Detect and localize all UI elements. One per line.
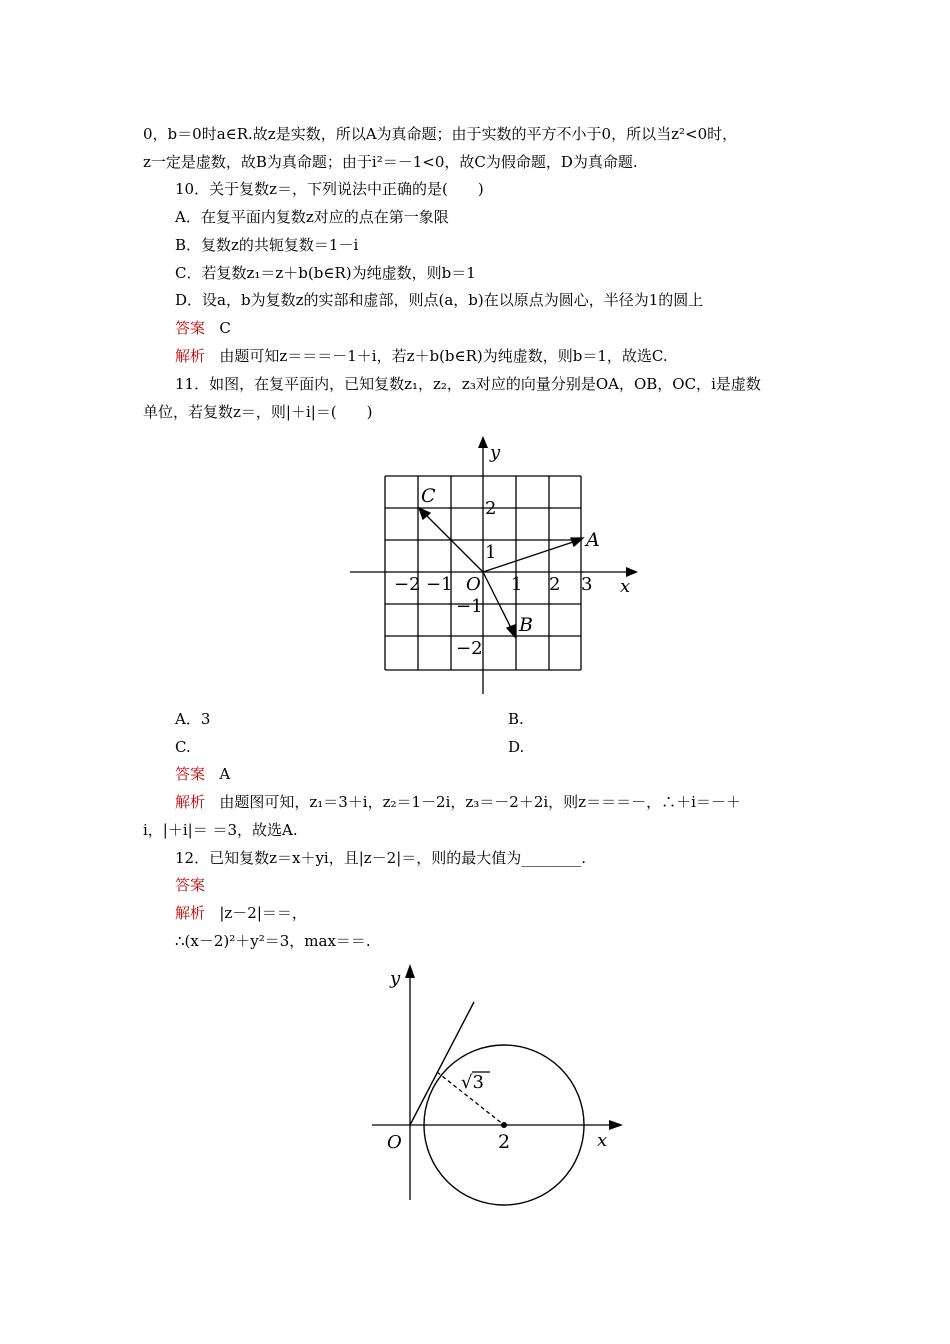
q9-line-1: 0，b＝0时a∈R.故z是实数，所以A为真命题；由于实数的平方不小于0，所以当z²<0时， — [143, 125, 738, 143]
q11-analysis-2: i，|＋i|＝ ＝3，故选A. — [143, 821, 298, 839]
q11-analysis-1 — [175, 792, 741, 812]
q11-figure — [340, 432, 645, 702]
point-a-label: A — [586, 529, 600, 551]
q10-option-c: C．若复数z₁＝z＋b(b∈R)为纯虚数，则b＝1 — [175, 264, 476, 282]
y-tick-label: 1 — [485, 542, 497, 563]
y-axis-arrow — [478, 436, 488, 448]
q11-option-c: C. — [175, 738, 191, 756]
vector-oa — [483, 540, 579, 572]
q12-analysis-2: ∴(x－2)²＋y²＝3，max＝＝. — [175, 932, 371, 950]
y-axis-arrow — [405, 964, 415, 978]
origin-label: O — [387, 1132, 402, 1153]
q11-option-a: A．3 — [175, 710, 211, 728]
point-c-label: C — [421, 485, 436, 507]
y-tick-label: 2 — [485, 498, 497, 519]
x-tick-label: 1 — [511, 574, 523, 595]
center-label: 2 — [498, 1131, 511, 1153]
q11-answer — [175, 764, 230, 784]
analysis-label: 解析 — [175, 347, 206, 365]
analysis-text: 由题图可知，z₁＝3＋i，z₂＝1－2i，z₃＝－2＋2i，则z＝＝＝－，∴＋i＝－＋ — [219, 793, 741, 811]
x-axis-label: x — [597, 1130, 608, 1151]
x-tick-label: −2 — [394, 574, 421, 595]
analysis-text: 由题可知z＝＝＝－1＋i，若z＋b(b∈R)为纯虚数，则b＝1，故选C. — [219, 347, 668, 365]
q10-option-d: D．设a，b为复数z的实部和虚部，则点(a，b)在以原点为圆心，半径为1的圆上 — [175, 291, 704, 309]
q11-stem-1: 11．如图，在复平面内，已知复数z₁，z₂，z₃对应的向量分别是OA，OB，OC，i是虚数 — [175, 375, 761, 393]
vector-ob — [483, 572, 513, 632]
q12-stem: 12．已知复数z＝x＋yi，且|z－2|＝，则的最大值为________. — [175, 849, 587, 867]
radius-label: √3 — [461, 1072, 484, 1093]
q10-option-b: B．复数z的共轭复数＝1－i — [175, 236, 359, 254]
analysis-label: 解析 — [175, 793, 206, 811]
q11-stem-2: 单位，若复数z＝，则|＋i|＝( ) — [143, 403, 373, 421]
x-tick-label: 3 — [581, 574, 593, 595]
q12-analysis-1 — [175, 903, 307, 923]
q10-answer — [175, 318, 231, 338]
point-b-label: B — [519, 614, 533, 636]
y-axis-label: y — [490, 442, 501, 463]
x-tick-label: −1 — [426, 574, 453, 595]
answer-value: C — [219, 319, 231, 337]
answer-label: 答案 — [175, 876, 206, 894]
x-axis-label: x — [620, 576, 631, 597]
q9-line-2: z一定是虚数，故B为真命题；由于i²＝－1<0，故C为假命题，D为真命题. — [143, 153, 638, 171]
tangent-line — [410, 1002, 474, 1125]
y-tick-label: −2 — [456, 638, 483, 659]
y-tick-label: −1 — [456, 596, 483, 617]
vector-oc — [422, 511, 483, 572]
x-axis-arrow — [609, 1120, 623, 1130]
x-tick-label: 2 — [549, 574, 561, 595]
q10-stem: 10．关于复数z＝，下列说法中正确的是( ) — [175, 180, 484, 198]
q12-figure — [368, 960, 630, 1216]
q10-analysis — [175, 346, 668, 366]
center-point — [501, 1122, 507, 1128]
vector-ob-arrowhead — [507, 625, 515, 637]
answer-label: 答案 — [175, 319, 206, 337]
q11-option-b: B. — [508, 710, 524, 728]
q12-answer — [175, 875, 205, 895]
answer-label: 答案 — [175, 765, 206, 783]
y-axis-label: y — [390, 968, 401, 989]
analysis-text: |z－2|＝＝， — [219, 904, 307, 922]
q10-option-a: A．在复平面内复数z对应的点在第一象限 — [175, 208, 449, 226]
origin-label: O — [466, 574, 481, 595]
analysis-label: 解析 — [175, 904, 206, 922]
answer-value: A — [219, 765, 231, 783]
q11-option-d: D. — [508, 738, 525, 756]
